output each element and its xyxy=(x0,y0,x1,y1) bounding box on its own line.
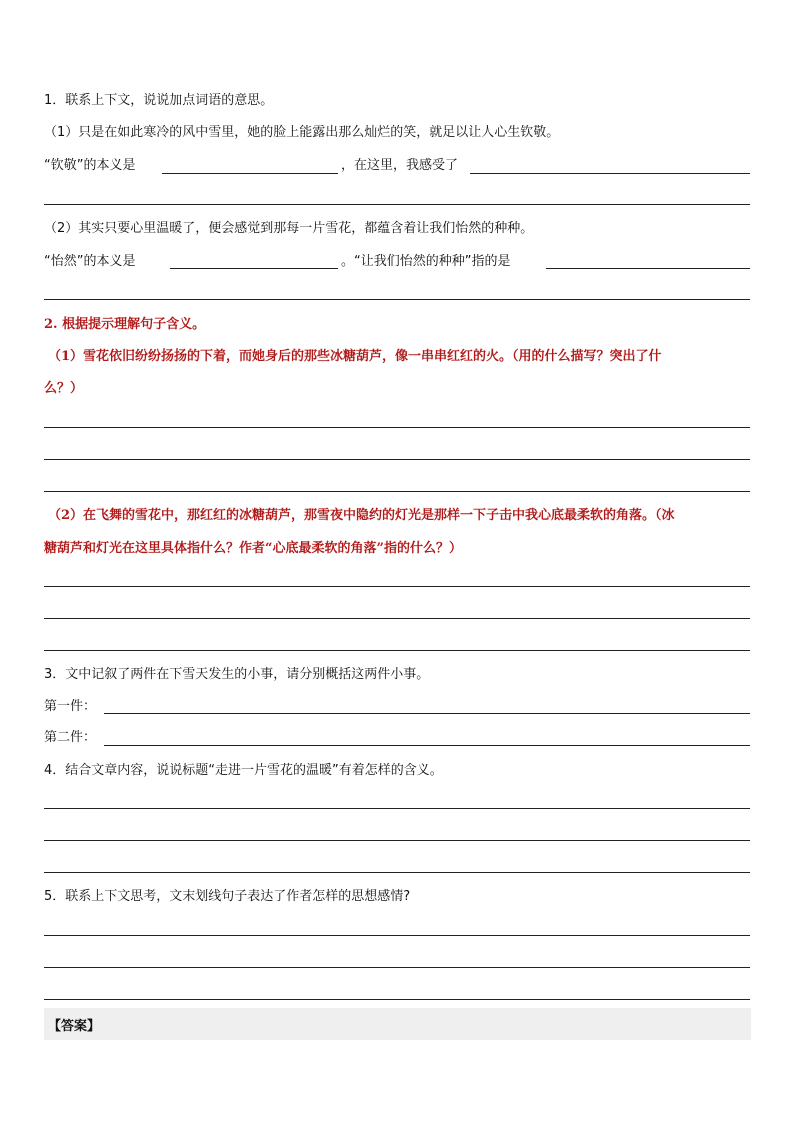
q1-sentence-2: （2）其实只要心里温暖了，便会感觉到那每一片雪花，都蕴含着让我们怡然的种种。 xyxy=(44,221,534,236)
answer-line[interactable] xyxy=(44,808,750,809)
answer-line[interactable] xyxy=(44,935,750,936)
q1-qinjing-prefix: “钦敬”的本义是 xyxy=(44,158,136,173)
answer-line[interactable] xyxy=(470,173,750,174)
answer-line[interactable] xyxy=(44,840,750,841)
answer-line[interactable] xyxy=(44,872,750,873)
q2-sentence-1-line-1: （1）雪花依旧纷纷扬扬的下着，而她身后的那些冰糖葫芦，像一串串红红的火。（用的什么描写？突出了什 xyxy=(48,349,662,364)
q2-sentence-2-line-1: （2）在飞舞的雪花中，那红红的冰糖葫芦，那雪夜中隐约的灯光是那样一下子击中我心底最柔软的角落。（冰 xyxy=(48,508,675,523)
q2-sentence-2-line-2: 糖葫芦和灯光在这里具体指什么？作者“心底最柔软的角落”指的什么？） xyxy=(44,541,462,556)
q1-title: 1．联系上下文，说说加点词语的意思。 xyxy=(44,93,274,108)
q3-title: 3．文中记叙了两件在下雪天发生的小事，请分别概括这两件小事。 xyxy=(44,667,430,682)
answer-section-header xyxy=(44,1008,751,1040)
q2-sentence-1-line-2: 么？） xyxy=(44,381,84,396)
q2-title: 2. 根据提示理解句子含义。 xyxy=(44,317,206,332)
answer-line[interactable] xyxy=(44,650,750,651)
q1-qinjing-mid: ，在这里，我感受了 xyxy=(341,158,459,173)
answer-line[interactable] xyxy=(104,713,750,714)
answer-line[interactable] xyxy=(546,268,750,269)
answer-label: 【答案】 xyxy=(48,1019,101,1034)
q4-title: 4．结合文章内容，说说标题“走进一片雪花的温暖”有着怎样的含义。 xyxy=(44,763,443,778)
q1-yiran-mid: 。“让我们怡然的种种”指的是 xyxy=(341,254,511,269)
answer-line[interactable] xyxy=(170,268,338,269)
q3-first-label: 第一件： xyxy=(44,699,97,714)
answer-line[interactable] xyxy=(104,745,750,746)
answer-line[interactable] xyxy=(44,586,750,587)
q1-yiran-prefix: “怡然”的本义是 xyxy=(44,254,136,269)
answer-line[interactable] xyxy=(44,459,750,460)
answer-line[interactable] xyxy=(44,491,750,492)
answer-line[interactable] xyxy=(44,427,750,428)
answer-line[interactable] xyxy=(44,967,750,968)
answer-line[interactable] xyxy=(44,299,750,300)
q3-second-label: 第二件： xyxy=(44,730,97,745)
answer-line[interactable] xyxy=(44,618,750,619)
q5-title: 5．联系上下文思考，文末划线句子表达了作者怎样的思想感情? xyxy=(44,889,411,904)
answer-line[interactable] xyxy=(44,999,750,1000)
answer-line[interactable] xyxy=(162,173,338,174)
q1-sentence-1: （1）只是在如此寒冷的风中雪里，她的脸上能露出那么灿烂的笑，就足以让人心生钦敬。 xyxy=(44,125,560,140)
answer-line[interactable] xyxy=(44,204,750,205)
